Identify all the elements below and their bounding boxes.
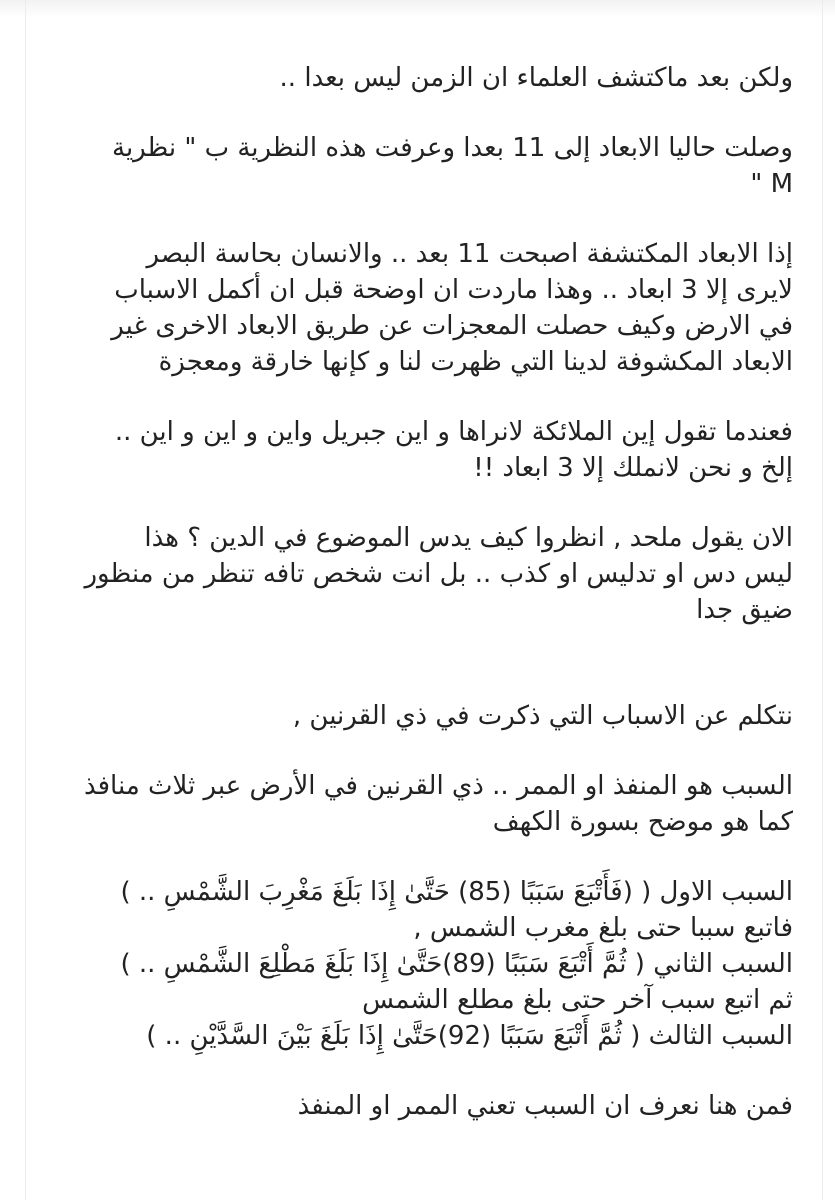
paragraph-gap bbox=[60, 96, 793, 130]
text-line: فاتبع سببا حتى بلغ مغرب الشمس , bbox=[413, 913, 793, 943]
text-line: في الارض وكيف حصلت المعجزات عن طريق الابعاد الاخرى غير bbox=[111, 311, 793, 341]
text-line: ثم اتبع سبب آخر حتى بلغ مطلع الشمس bbox=[362, 985, 793, 1015]
text-line: نتكلم عن الاسباب التي ذكرت في ذي القرنين , bbox=[292, 701, 793, 731]
paragraph-three-causes bbox=[60, 874, 793, 1054]
paragraph-atheist bbox=[60, 520, 793, 628]
text-line: السبب هو المنفذ او الممر .. ذي القرنين في الأرض عبر ثلاث منافذ bbox=[83, 771, 793, 801]
article-body bbox=[60, 60, 793, 1124]
text-line: الابعاد المكشوفة لدينا التي ظهرت لنا و كإنها خارقة ومعجزة bbox=[158, 347, 793, 377]
paragraph-gap bbox=[60, 1054, 793, 1088]
text-line: فمن هنا نعرف ان السبب تعني الممر او المنفذ bbox=[297, 1091, 793, 1121]
text-line: السبب الثالث ( ثُمَّ أَتْبَعَ سَبَبًا (92)حَتَّىٰ إِذَا بَلَغَ بَيْنَ السَّدَّيْنِ .. ) bbox=[146, 1021, 793, 1051]
paragraph-gap bbox=[60, 628, 793, 698]
text-line: إذا الابعاد المكتشفة اصبحت 11 بعد .. والانسان بحاسة البصر bbox=[146, 239, 793, 269]
text-line: الان يقول ملحد , انظروا كيف يدس الموضوع في الدين ؟ هذا bbox=[144, 523, 793, 553]
text-line: M " bbox=[750, 169, 793, 199]
paragraph-conclusion bbox=[60, 1088, 793, 1124]
paragraph-dhul-qarnayn-intro bbox=[60, 698, 793, 734]
top-edge bbox=[0, 0, 835, 18]
text-line: ليس دس او تدليس او كذب .. بل انت شخص تافه تنظر من منظور bbox=[84, 559, 793, 589]
paragraph-eleven-dimensions bbox=[60, 236, 793, 380]
text-line: فعندما تقول إين الملائكة لانراها و اين جبريل واين و اين و اين .. bbox=[114, 417, 793, 447]
text-line: السبب الاول ( (فَأَتْبَعَ سَبَبًا (85) حَتَّىٰ إِذَا بَلَغَ مَغْرِبَ الشَّمْسِ .. ) bbox=[120, 877, 793, 907]
text-line: وصلت حاليا الابعاد إلى 11 بعدا وعرفت هذه النظرية ب " نظرية bbox=[112, 133, 793, 163]
paragraph-m-theory bbox=[60, 130, 793, 202]
text-line: السبب الثاني ( ثُمَّ أَتْبَعَ سَبَبًا (89)حَتَّىٰ إِذَا بَلَغَ مَطْلِعَ الشَّمْسِ .. ) bbox=[120, 949, 793, 979]
text-line: ولكن بعد ماكتشف العلماء ان الزمن ليس بعدا .. bbox=[279, 63, 793, 93]
right-margin-line bbox=[822, 0, 823, 1200]
paragraph-time-dimension bbox=[60, 60, 793, 96]
paragraph-gap bbox=[60, 734, 793, 768]
left-margin-line bbox=[25, 0, 26, 1200]
text-line: كما هو موضح بسورة الكهف bbox=[492, 807, 793, 837]
text-line: إلخ و نحن لانملك إلا 3 ابعاد !! bbox=[473, 453, 793, 483]
paragraph-gap bbox=[60, 486, 793, 520]
paragraph-cause-definition bbox=[60, 768, 793, 840]
paragraph-gap bbox=[60, 202, 793, 236]
paragraph-angels bbox=[60, 414, 793, 486]
paragraph-gap bbox=[60, 840, 793, 874]
paragraph-gap bbox=[60, 380, 793, 414]
text-line: لايرى إلا 3 ابعاد .. وهذا ماردت ان اوضحة قبل ان أكمل الاسباب bbox=[114, 275, 793, 305]
text-line: ضيق جدا bbox=[696, 595, 793, 625]
